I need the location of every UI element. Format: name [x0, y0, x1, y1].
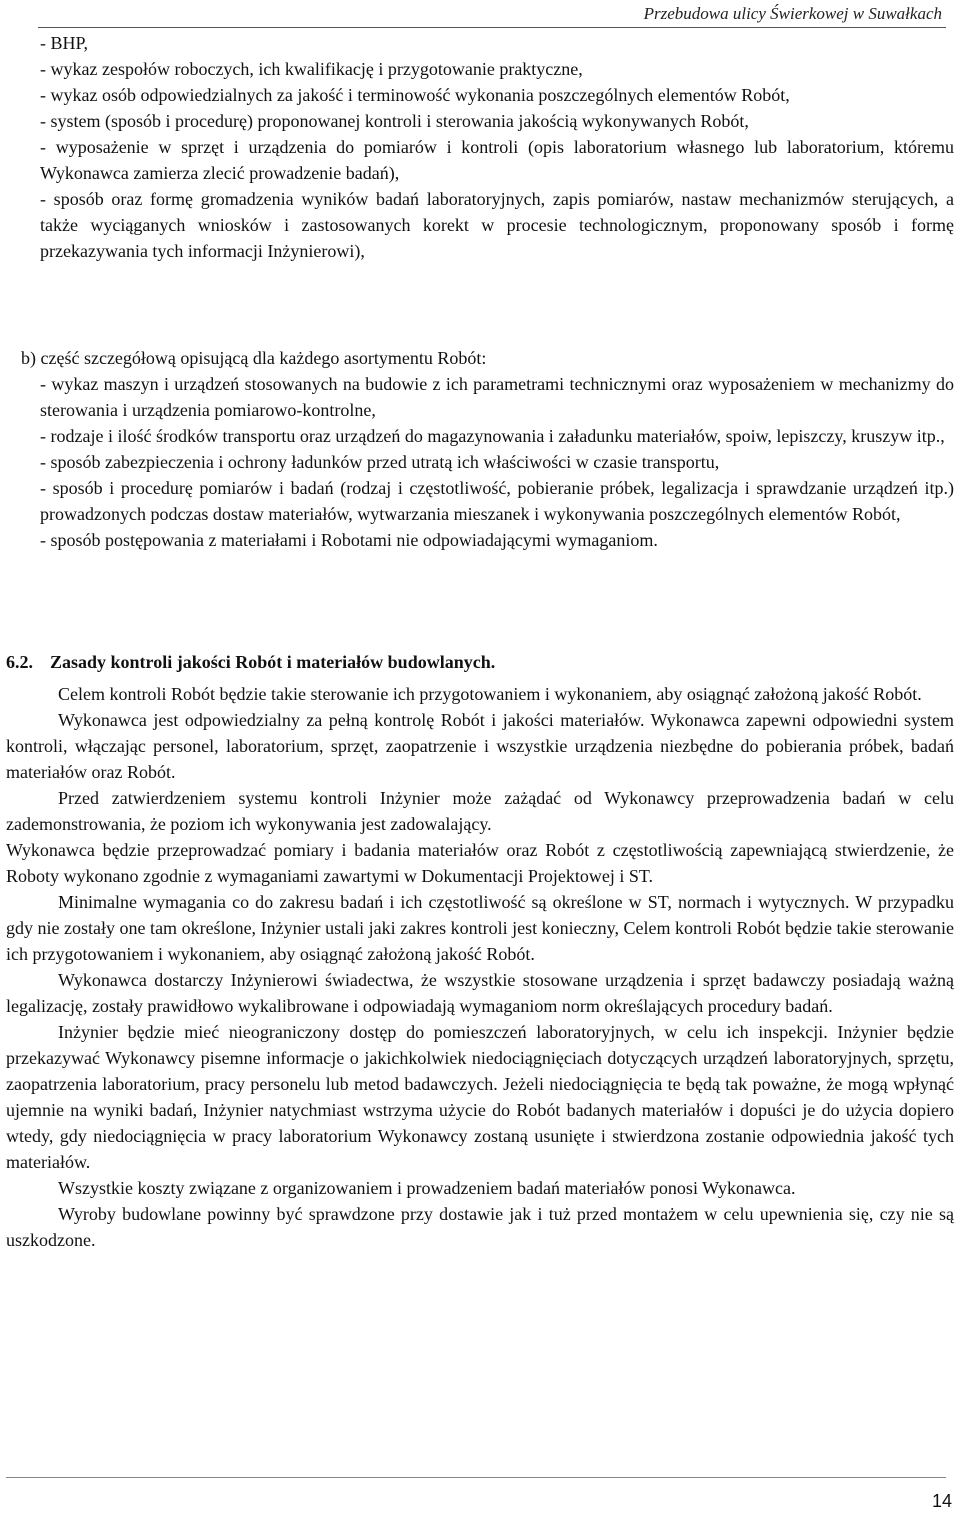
section-number: 6.2. [6, 652, 33, 672]
body-paragraph: Wykonawca będzie przeprowadzać pomiary i badania materiałów oraz Robót z częstotliwością zapewniającą stwierdzenie, że Roboty wykonano zgodnie z wymaganiami zawartymi w Dokumentacji Projektowej i ST. [6, 840, 954, 886]
list-item: - system (sposób i procedurę) proponowanej kontroli i sterowania jakością wykonywanych Robót, [40, 111, 749, 131]
list-item: - wykaz osób odpowiedzialnych za jakość i terminowość wykonania poszczególnych elementów Robót, [40, 85, 790, 105]
list-item: - wykaz maszyn i urządzeń stosowanych na budowie z ich parametrami technicznymi oraz wyposażeniem w mechanizmy do sterowania i urządzenia pomiarowo-kontrolne, [40, 374, 954, 420]
section-heading [6, 649, 954, 675]
body-paragraph: Inżynier będzie mieć nieograniczony dostęp do pomieszczeń laboratoryjnych, w celu ich inspekcji. Inżynier będzie przekazywać Wykonawcy pisemne informacje o jakichkolwiek niedociągnięciach dotyczących urządzeń laboratoryjnych, sprzętu, zaopatrzenia laboratorium, pracy personelu lub metod badawczych. Jeżeli niedociągnięcia te będą tak poważne, że mogą wpłynąć ujemnie na wyniki badań, Inżynier natychmiast wstrzyma użycie do Robót badanych materiałów i dopuści je do użycia dopiero wtedy, gdy niedociągnięcia w pracy laboratorium Wykonawcy zostaną usunięte i stwierdzona zostanie odpowiednia jakość tych materiałów. [6, 1022, 954, 1172]
body-paragraph: Wykonawca jest odpowiedzialny za pełną kontrolę Robót i jakości materiałów. Wykonawca zapewni odpowiedni system kontroli, włączając personel, laboratorium, sprzęt, zaopatrzenie i wszystkie urządzenia niezbędne do pobierania próbek, badań materiałów oraz Robót. [6, 710, 954, 782]
part-b-heading: b) część szczegółową opisującą dla każdego asortymentu Robót: [21, 348, 487, 368]
body-paragraph: Celem kontroli Robót będzie takie sterowanie ich przygotowaniem i wykonaniem, aby osiągnąć założoną jakość Robót. [58, 684, 922, 704]
body-paragraph: Wykonawca dostarczy Inżynierowi świadectwa, że wszystkie stosowane urządzenia i sprzęt badawczy posiadają ważną legalizację, zostały prawidłowo wykalibrowane i odpowiadają wymaganiom norm określających procedury badań. [6, 970, 954, 1016]
body-paragraph: Minimalne wymagania co do zakresu badań i ich częstotliwość są określone w ST, normach i wytycznych. W przypadku gdy nie zostały one tam określone, Inżynier ustali jaki zakres kontroli jest konieczny, Celem kontroli Robót będzie takie sterowanie ich przygotowaniem i wykonaniem, aby osiągnąć założoną jakość Robót. [6, 892, 954, 964]
list-item: - sposób i procedurę pomiarów i badań (rodzaj i częstotliwość, pobieranie próbek, legalizacja i sprawdzanie urządzeń itp.) prowadzonych podczas dostaw materiałów, wytwarzania mieszanek i wykonywania poszczególnych elementów Robót, [40, 478, 954, 524]
section-title: Zasady kontroli jakości Robót i materiałów budowlanych. [50, 652, 496, 672]
page-number: 14 [931, 1491, 952, 1511]
list-item: - sposób oraz formę gromadzenia wyników badań laboratoryjnych, zapis pomiarów, nastaw mechanizmów sterujących, a także wyciąganych wniosków i zastosowanych korekt w procesie technologicznym, proponowany sposób i formę przekazywania tych informacji Inżynierowi), [40, 189, 954, 261]
detailed-part-list [21, 345, 954, 553]
list-item: - wyposażenie w sprzęt i urządzenia do pomiarów i kontroli (opis laboratorium własnego lub laboratorium, któremu Wykonawca zamierza zlecić prowadzenie badań), [40, 137, 954, 183]
list-item: - rodzaje i ilość środków transportu oraz urządzeń do magazynowania i załadunku materiałów, spoiw, lepiszczy, kruszyw itp., [40, 426, 945, 446]
list-item: - wykaz zespołów roboczych, ich kwalifikację i przygotowanie praktyczne, [40, 59, 583, 79]
body-paragraph: Wyroby budowlane powinny być sprawdzone przy dostawie jak i tuż przed montażem w celu upewnienia się, czy nie są uszkodzone. [6, 1204, 954, 1250]
section-body [6, 681, 954, 1253]
list-item: - BHP, [40, 33, 89, 53]
header-divider [38, 27, 946, 28]
list-item: - sposób zabezpieczenia i ochrony ładunków przed utratą ich właściwości w czasie transportu, [40, 452, 720, 472]
body-paragraph: Przed zatwierdzeniem systemu kontroli Inżynier może zażądać od Wykonawcy przeprowadzenia badań w celu zademonstrowania, że poziom ich wykonywania jest zadowalający. [6, 788, 954, 834]
body-paragraph: Wszystkie koszty związane z organizowaniem i prowadzeniem badań materiałów ponosi Wykonawca. [58, 1178, 796, 1198]
requirements-list [40, 30, 954, 264]
list-item: - sposób postępowania z materiałami i Robotami nie odpowiadającymi wymaganiom. [40, 530, 658, 550]
page-header-title: Przebudowa ulicy Świerkowej w Suwałkach [643, 4, 942, 23]
footer-divider [6, 1477, 946, 1478]
